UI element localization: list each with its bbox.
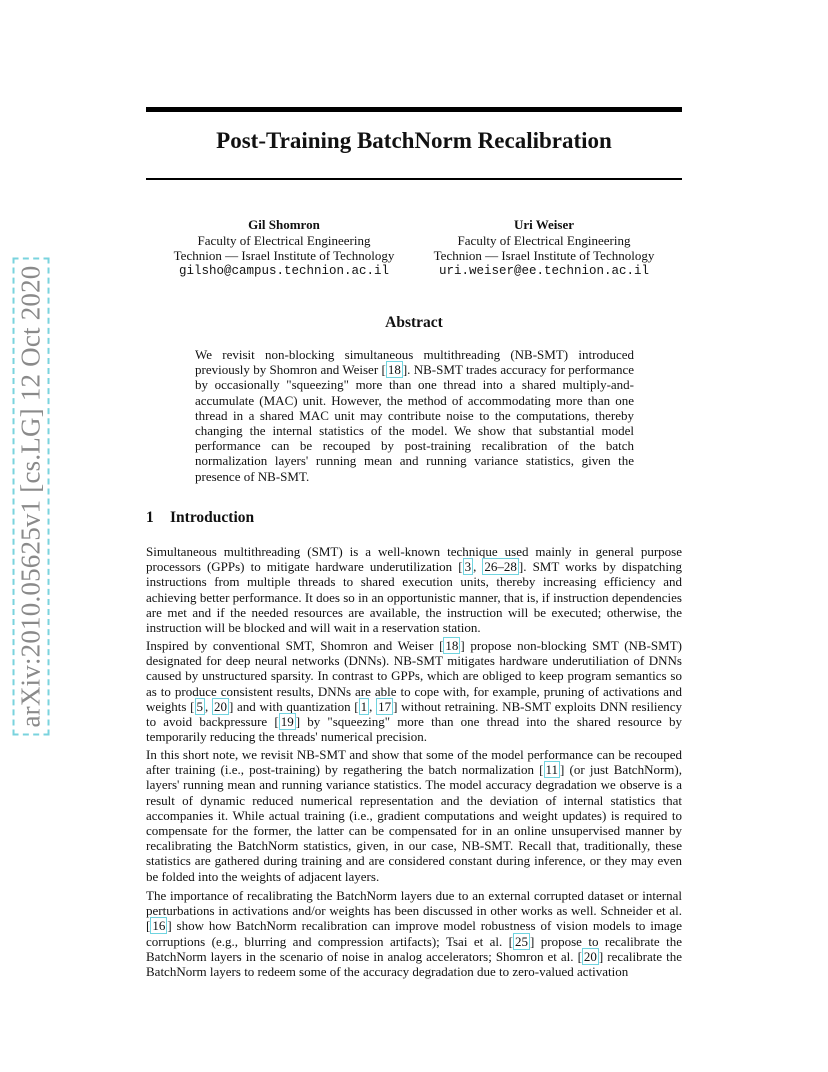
abstract-text-segment: We revisit non-blocking simultaneous multithreading (NB-SMT) introduced previously by Shomron and Weiser bbox=[195, 347, 634, 378]
author-department: Faculty of Electrical Engineering bbox=[197, 232, 371, 248]
paragraph-text: by "squeezing" more than one thread into the shared resource by temporarily reducing the threads' numerical precision. bbox=[146, 714, 683, 745]
paragraph-text: ] and with quantization [ bbox=[228, 698, 359, 714]
abstract-text-segment: . NB-SMT trades accuracy for performance by occasionally "squeezing" more than one thread into a shared multiply-and-accumulate (MAC) unit. However, the method of accommodating more than one thread in a shared MAC unit may contribute noise to the computations, thereby changing the internal statistics of the model. We show that substantial model performance can be recouped by post-training recalibration of the batch normalization layers' running mean and running variance statistics, given the presence of NB-SMT. bbox=[195, 362, 634, 484]
citation-link[interactable]: 16 bbox=[152, 918, 166, 934]
paper-title: Post-Training BatchNorm Recalibration bbox=[216, 128, 612, 153]
citation-link[interactable]: 19 bbox=[280, 714, 294, 730]
author-block-1 bbox=[154, 217, 414, 279]
paragraph-text: , bbox=[473, 559, 483, 575]
paragraph-3: In this short note, we revisit NB-SMT and show that some of the model performance can be recouped after training (i.e., post-training) by regathering the batch normalization [ 11 ] (or just BatchNorm), layers' running mean and running variance statistics. The model accuracy degradation we observe is a result of dynamic reduced numerical representation and the deviation of internal statistics that accompanies it. While actual training (i.e., gradient computations and weight updates) is required to compensate for the former, the latter can be compensated for in an online unsupervised manner by recalibrating the BatchNorm statistics, given, in our case, NB-SMT. Recall that, traditionally, these statistics are gathered during training and are considered constant during inference, or they may even be folded into the weights of adjacent layers. bbox=[146, 747, 682, 884]
author-department: Faculty of Electrical Engineering bbox=[457, 232, 631, 248]
author-name: Gil Shomron bbox=[248, 217, 320, 232]
paragraph-text: propose non-blocking SMT (NB-SMT) designated for deep neural networks (DNNs). NB-SMT mitigates hardware underutiliation of DNNs caused by unstructured sparsity. In contrast to GPPs, which are obliged to keep program semantics so as to produce consistent results, DNNs are able to cope with, for example, pruning of activations and weights [ bbox=[146, 638, 682, 714]
paragraph-text: ]. SMT works by dispatching instructions from multiple threads to shared execution units, thereby increasing efficiency and achieving better performance. It does so in an opportunistic manner, that is, if instruction dependencies are met and if the needed resources are available, the instruction will be executed; otherwise, the instruction will be blocked and will wait in a reservation station. bbox=[146, 559, 682, 636]
paragraph-text: In this short note, we revisit NB-SMT and show that some of the model performance can be recouped after training (i.e., post-training) by regathering the batch normalization bbox=[146, 747, 682, 778]
author-email: uri.weiser@ee.technion.ac.il bbox=[438, 263, 650, 278]
paragraph-text: , bbox=[205, 698, 212, 714]
paragraph-text: show how BatchNorm recalibration can improve model robustness of vision models to image corruptions (e.g., blurring and compression artifacts); Tsai et al. bbox=[146, 918, 682, 949]
citation-link[interactable]: 17 bbox=[378, 698, 392, 714]
paragraph-text: Inspired by conventional SMT, Shomron and Weiser bbox=[146, 638, 440, 653]
section-number: 1 bbox=[146, 509, 154, 526]
citation-link[interactable]: 18 bbox=[387, 362, 401, 378]
citation-link[interactable]: 1 bbox=[360, 698, 368, 714]
citation-link[interactable]: 11 bbox=[545, 762, 559, 778]
paragraph-text: ] without retraining. NB-SMT exploits DNN resiliency to avoid backpressure bbox=[146, 698, 682, 730]
arxiv-watermark bbox=[12, 256, 50, 736]
paragraph-text: , bbox=[369, 698, 377, 714]
author-email: gilsho@campus.technion.ac.il bbox=[178, 263, 390, 278]
citation-link[interactable]: 20 bbox=[583, 948, 597, 964]
citation-link[interactable]: 26–28 bbox=[484, 559, 517, 575]
paragraph-4: The importance of recalibrating the BatchNorm layers due to an external corrupted dataset or internal perturbations in activations and/or weights has been discussed in other works as well. Schneider et al. [ 16 ] show how BatchNorm recalibration can improve model robustness of vision models to image corruptions (e.g., blurring and compression artifacts); Tsai et al. [ 25 ] propose to recalibrate the BatchNorm layers in the scenario of noise in analog accelerators; Shomron et al. [ 20 ] recalibrate the BatchNorm layers to redeem some of the accuracy degradation due to zero-valued activation bbox=[146, 888, 683, 980]
citation-link[interactable]: 25 bbox=[515, 933, 529, 949]
section-title: Introduction bbox=[170, 509, 255, 526]
paragraph-2: Inspired by conventional SMT, Shomron and Weiser [ 18 ] propose non-blocking SMT (NB-SMT) designated for deep neural networks (DNNs). NB-SMT mitigates hardware underutiliation of DNNs caused by unstructured sparsity. In contrast to GPPs, which are obliged to keep program semantics so as to produce consistent results, DNNs are able to cope with, for example, pruning of activations and weights [ 5 , 20 ] and with quantization [ 1 , 17 ] without retraining. NB-SMT exploits DNN resiliency to avoid backpressure [ 19 ] by "squeezing" more than one thread into the shared resource by temporarily reducing the threads' numerical precision. bbox=[146, 638, 683, 745]
abstract-heading: Abstract bbox=[385, 314, 443, 331]
title-top-rule bbox=[146, 107, 682, 112]
citation-link[interactable]: 18 bbox=[445, 638, 459, 653]
paragraph-text: The importance of recalibrating the BatchNorm layers due to an external corrupted dataset or internal perturbations in activations and/or weights has been discussed in other works as well. Schneider et al. bbox=[146, 888, 682, 919]
paragraph-text: Simultaneous multithreading (SMT) is a well-known technique used mainly in general purpose processors (GPPs) to mitigate hardware underutilization [ bbox=[146, 544, 682, 575]
section-heading bbox=[146, 509, 254, 527]
citation-link[interactable]: 20 bbox=[213, 698, 227, 714]
arxiv-identifier[interactable]: arXiv:2010.05625v1 [cs.LG] 12 Oct 2020 bbox=[13, 257, 50, 735]
citation-link[interactable]: 5 bbox=[196, 698, 203, 714]
citation-link[interactable]: 3 bbox=[464, 559, 472, 575]
title-bottom-rule bbox=[146, 178, 682, 180]
paragraph-text: (or just BatchNorm), layers' running mean and running variance statistics. The model accuracy degradation we observe is a result of dynamic reduced numerical representation and the deviation of internal statistics that accompanies it. While actual training (i.e., gradient computations and weight updates) is required to compensate for the former, the latter can be compensated for in an online unsupervised manner by recalibrating the BatchNorm statistics, given, in our case, NB-SMT. Recall that, traditionally, these statistics are gathered during training and are considered constant during inference, or they may even be folded into the weights of adjacent layers. bbox=[146, 762, 682, 884]
author-name: Uri Weiser bbox=[513, 217, 575, 232]
author-institution: Technion — Israel Institute of Technology bbox=[433, 248, 655, 263]
paragraph-text: recalibrate the BatchNorm layers to redeem some of the accuracy degradation due to zero-valued activation bbox=[146, 948, 683, 980]
paragraph-text: propose to recalibrate the BatchNorm layers in the scenario of noise in analog accelerators; Shomron et al. bbox=[146, 933, 682, 964]
paragraph-1 bbox=[146, 544, 682, 635]
author-institution: Technion — Israel Institute of Technology bbox=[173, 248, 395, 263]
author-block-2 bbox=[414, 217, 674, 279]
abstract-text: We revisit non-blocking simultaneous multithreading (NB-SMT) introduced previously by Shomron and Weiser [ 18 ]. NB-SMT trades accuracy for performance by occasionally "squeezing" more than one thread into a shared multiply-and-accumulate (MAC) unit. However, the method of accommodating more than one thread in a shared MAC unit may contribute noise to the computations, thereby changing the internal statistics of the model. We show that substantial model performance can be recouped by post-training recalibration of the batch normalization layers' running mean and running variance statistics, given the presence of NB-SMT. bbox=[195, 347, 634, 484]
